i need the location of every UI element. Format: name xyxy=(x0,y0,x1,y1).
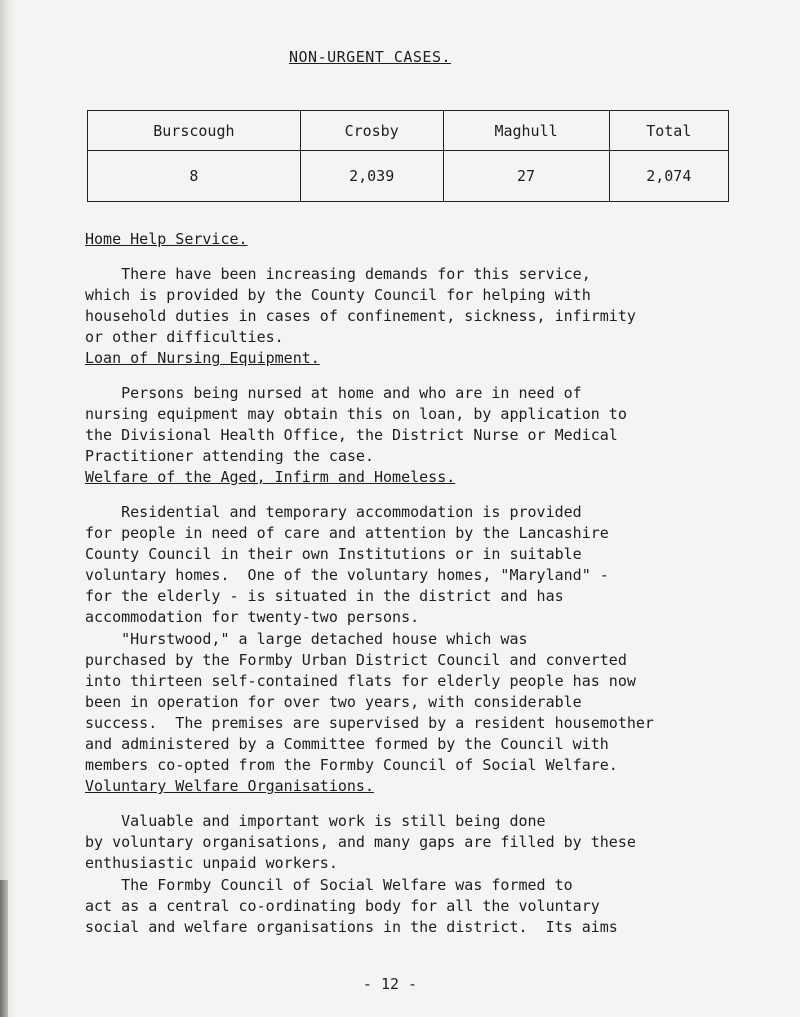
table-header-cell: Maghull xyxy=(443,111,609,151)
paragraph-welfare-aged-1: Residential and temporary accommodation is provided for people in need of care and attention by the Lancashire County Council in their own Institutions or in suitable voluntary homes. One of the voluntary homes, "Maryland" - for the elderly - is situated in the district and has accommodation for twenty-two persons. xyxy=(85,503,609,626)
section-heading-nursing-equipment: Loan of Nursing Equipment. xyxy=(85,349,320,367)
section-heading-voluntary-welfare: Voluntary Welfare Organisations. xyxy=(85,777,374,795)
table-cell: 2,039 xyxy=(300,151,443,202)
paragraph-voluntary-welfare-2: The Formby Council of Social Welfare was formed to act as a central co-ordinating body for all the voluntary social and welfare organisations in the district. Its aims xyxy=(85,876,618,936)
cases-table xyxy=(87,110,729,202)
table-header-cell: Crosby xyxy=(300,111,443,151)
table-row xyxy=(88,151,729,202)
paragraph-voluntary-welfare-1: Valuable and important work is still being done by voluntary organisations, and many gaps are filled by these enthusiastic unpaid workers. xyxy=(85,812,636,872)
page-title: NON-URGENT CASES. xyxy=(288,48,452,66)
paragraph-home-help: There have been increasing demands for this service, which is provided by the County Council for helping with household duties in cases of confinement, sickness, infirmity or other difficulties. xyxy=(85,265,636,346)
paragraph-welfare-aged-2: "Hurstwood," a large detached house which was purchased by the Formby Urban District Council and converted into thirteen self-contained flats for elderly people has now been in operation for over two years, with considerable success. The premises are supervised by a resident housemother and administered by a Committee formed by the Council with members co-opted from the Formby Council of Social Welfare. xyxy=(85,630,654,774)
table-cell: 27 xyxy=(443,151,609,202)
paragraph-nursing-equipment: Persons being nursed at home and who are in need of nursing equipment may obtain this on loan, by application to the Divisional Health Office, the District Nurse or Medical Practitioner attending the case. xyxy=(85,384,627,465)
table-cell: 8 xyxy=(88,151,301,202)
table-cell: 2,074 xyxy=(609,151,728,202)
table-header-cell: Burscough xyxy=(88,111,301,151)
table-header-row xyxy=(88,111,729,151)
section-heading-home-help: Home Help Service. xyxy=(85,230,248,248)
table-header-cell: Total xyxy=(609,111,728,151)
scan-edge-shadow xyxy=(0,0,16,1017)
scan-edge-dark-mark xyxy=(0,880,8,1017)
page-number: - 12 - xyxy=(362,975,418,993)
section-heading-welfare-aged: Welfare of the Aged, Infirm and Homeless. xyxy=(85,468,456,486)
